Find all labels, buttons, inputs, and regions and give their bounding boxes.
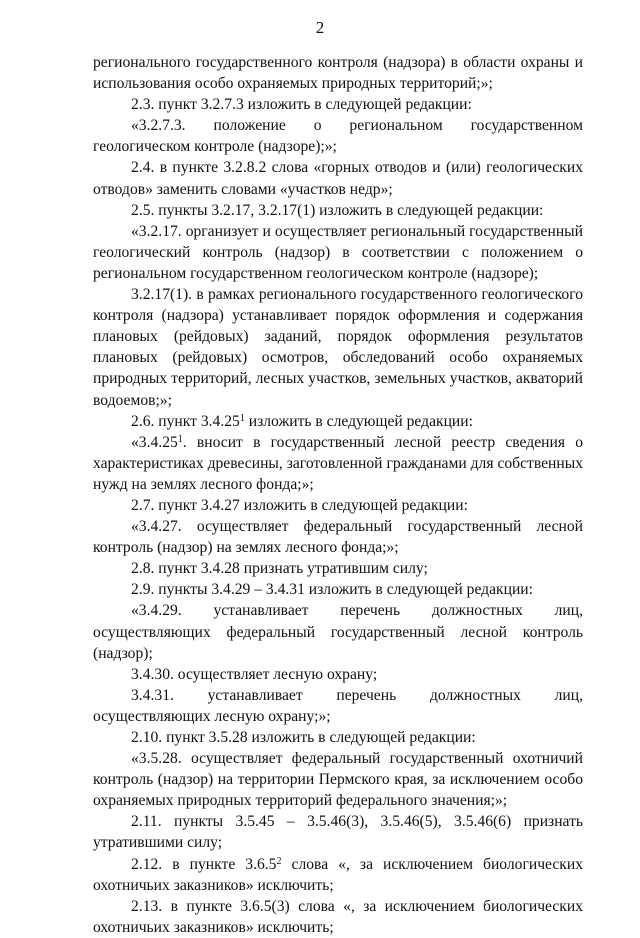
paragraph-item-2-7: 2.7. пункт 3.4.27 изложить в следующей редакции: (131, 496, 468, 514)
page-number: 2 (315, 18, 325, 37)
superscript-marker: 1 (177, 433, 183, 445)
paragraph-item-2-13: 2.13. в пункте 3.6.5(3) слова «, за исключением биологических охотничьих заказников» исключить; (93, 897, 583, 936)
paragraph-item-2-6 (93, 411, 583, 432)
paragraph-clause-3-2-7-3: «3.2.7.3. положение о региональном государственном геологическом контроле (надзоре);»; (93, 117, 583, 156)
paragraph-item-2-11: 2.11. пункты 3.5.45 – 3.5.46(3), 3.5.46(5), 3.5.46(6) признать утратившими силу; (93, 813, 583, 852)
superscript-marker: 1 (239, 412, 245, 424)
item-2-6-text-end: изложить в следующей редакции: (244, 412, 473, 430)
paragraph-clause-3-5-28: «3.5.28. осуществляет федеральный государственный охотничий контроль (надзор) на территории Пермского края, за исключением особо охраняемых природных территорий федерального значения;»; (93, 750, 583, 810)
paragraph-item-2-3: 2.3. пункт 3.2.7.3 изложить в следующей редакции: (131, 96, 472, 114)
paragraph-item-2-12 (93, 854, 583, 896)
item-2-6-text: 2.6. пункт 3.4.25 (131, 412, 240, 430)
paragraph-continuation: регионального государственного контроля (надзора) в области охраны и использования особо охраняемых природных территорий;»; (93, 54, 583, 93)
item-2-12-text: 2.12. в пункте 3.6.5 (131, 855, 277, 873)
paragraph-clause-3-2-17: «3.2.17. организует и осуществляет региональный государственный геологический контроль (надзор) в соответствии с положением о региональном государственном геологическом контроле (надзоре); (93, 222, 583, 282)
paragraph-clause-3-4-25 (93, 432, 583, 495)
paragraph-clause-3-2-17-1: 3.2.17(1). в рамках регионального государственного геологического контроля (надзора) устанавливает порядок оформления и содержания плановых (рейдовых) заданий, порядок оформления результатов плановых (рейдовых) осмотров, обследований особо охраняемых природных территорий, лесных участков, земельных участков, акваторий водоемов;»; (93, 286, 583, 409)
paragraph-item-2-5: 2.5. пункты 3.2.17, 3.2.17(1) изложить в следующей редакции: (131, 201, 544, 219)
clause-3-4-25-number: «3.4.25 (131, 433, 178, 451)
paragraph-clause-3-4-27: «3.4.27. осуществляет федеральный государственный лесной контроль (надзор) на землях лесного фонда;»; (93, 518, 583, 557)
document-body (93, 52, 583, 938)
superscript-marker: 2 (276, 855, 282, 867)
paragraph-item-2-8: 2.8. пункт 3.4.28 признать утратившим силу; (131, 560, 428, 578)
paragraph-clause-3-4-30: 3.4.30. осуществляет лесную охрану; (131, 665, 378, 683)
paragraph-item-2-10: 2.10. пункт 3.5.28 изложить в следующей редакции: (131, 729, 476, 746)
paragraph-item-2-9: 2.9. пункты 3.4.29 – 3.4.31 изложить в следующей редакции: (131, 581, 533, 599)
paragraph-clause-3-4-29: «3.4.29. устанавливает перечень должностных лиц, осуществляющих федеральный государственный лесной контроль (надзор); (93, 602, 583, 662)
paragraph-item-2-4: 2.4. в пункте 3.2.8.2 слова «горных отводов и (или) геологических отводов» заменить словами «участков недр»; (93, 159, 583, 198)
item-2-12-text-end: слова «, за исключением биологических охотничьих заказников» исключить; (93, 855, 583, 894)
paragraph-clause-3-4-31: 3.4.31. устанавливает перечень должностных лиц, осуществляющих лесную охрану;»; (93, 686, 583, 725)
clause-3-4-25-text: . вносит в государственный лесной реестр сведения о характеристиках древесины, заготовленной гражданами для собственных нужд на землях лесного фонда;»; (93, 433, 583, 493)
